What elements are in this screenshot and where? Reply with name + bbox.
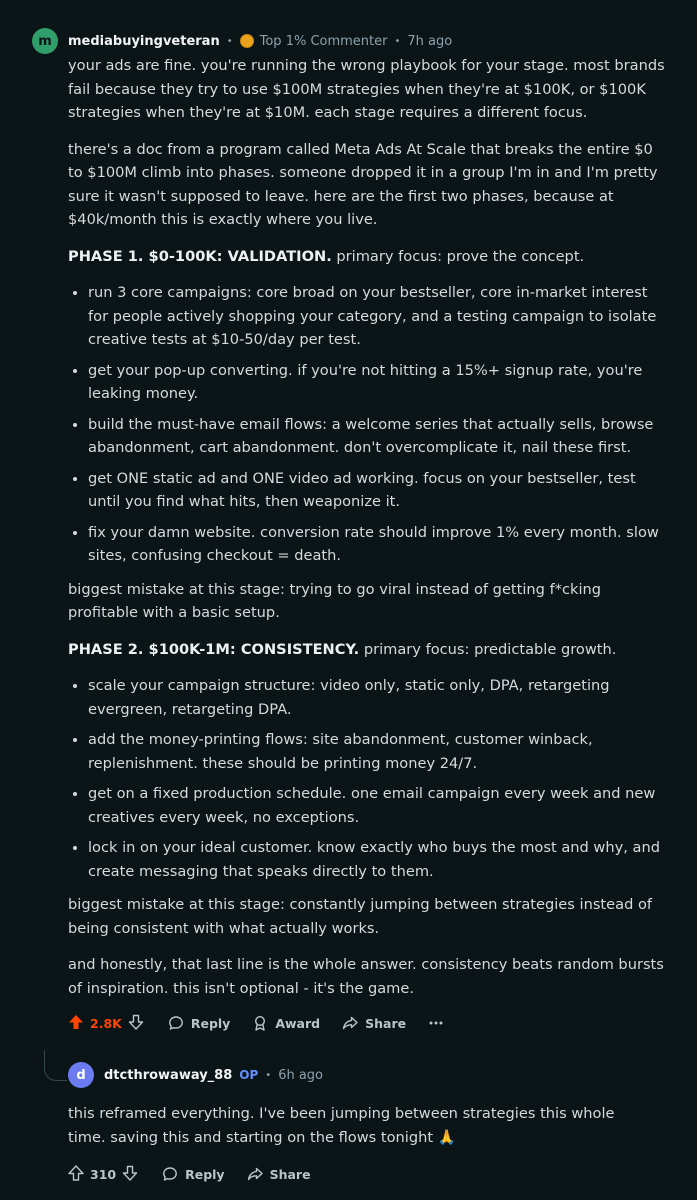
reply-button[interactable] xyxy=(168,1015,230,1031)
reply-label: Reply xyxy=(190,1015,231,1031)
timestamp[interactable]: 7h ago xyxy=(407,33,453,49)
flair-text: Top 1% Commenter xyxy=(259,33,388,49)
vote-control xyxy=(68,1165,138,1184)
list-item: • build the must-have email flows: a welcome series that actually sells, browse abandonment, cart abandonment. don't overcomplicate it, nail these first. xyxy=(88,413,667,460)
award-label: Award xyxy=(275,1015,321,1031)
avatar-letter: d xyxy=(76,1067,86,1083)
phase-1-list xyxy=(68,281,667,568)
list-item: • get your pop-up converting. if you're not hitting a 15%+ signup rate, you're leaking money. xyxy=(88,359,667,406)
list-item: • get ONE static ad and ONE video ad working. focus on your bestseller, test until you find what hits, then weaponize it. xyxy=(88,467,667,514)
downvote-icon[interactable] xyxy=(122,1165,138,1184)
username[interactable]: dtcthrowaway_88 xyxy=(104,1067,233,1083)
phase-1-title: PHASE 1. $0-100K: VALIDATION. xyxy=(68,247,332,265)
op-badge: OP xyxy=(239,1068,259,1082)
username[interactable]: mediabuyingveteran xyxy=(68,33,220,49)
timestamp[interactable]: 6h ago xyxy=(278,1067,324,1083)
paragraph: and honestly, that last line is the whole answer. consistency beats random bursts of inspiration. this isn't optional - it's the game. xyxy=(68,956,664,997)
more-dots-icon xyxy=(428,1015,444,1031)
comment-body xyxy=(68,1102,647,1149)
avatar-letter: m xyxy=(38,33,52,49)
list-item: • run 3 core campaigns: core broad on your bestseller, core in-market interest for people actively shopping your category, and a testing campaign to isolate creative tests at $10-50/day per test. xyxy=(88,281,667,352)
user-flair xyxy=(240,34,388,49)
reply-label: Reply xyxy=(185,1166,225,1182)
vote-count: 2.8K xyxy=(90,1015,122,1031)
avatar[interactable] xyxy=(68,1062,94,1088)
list-item: • add the money-printing flows: site abandonment, customer winback, replenishment. these should be printing money 24/7. xyxy=(88,728,667,775)
phase-1-focus: primary focus: prove the concept. xyxy=(331,247,585,265)
separator-dot: • xyxy=(226,35,233,47)
separator-dot: • xyxy=(265,1069,272,1081)
paragraph: your ads are fine. you're running the wrong playbook for your stage. most brands fail because they try to use $100M strategies when they're at $100K, or $100K strategies when they're at $10M. each stage requires a different focus. xyxy=(68,57,665,121)
share-label: Share xyxy=(269,1166,311,1182)
speech-bubble-icon xyxy=(168,1015,184,1031)
share-button[interactable] xyxy=(342,1015,406,1031)
phase-2-focus: primary focus: predictable growth. xyxy=(359,640,617,658)
separator-dot: • xyxy=(394,35,401,47)
share-arrow-icon xyxy=(342,1015,358,1031)
share-label: Share xyxy=(365,1015,407,1031)
comment-actions xyxy=(68,1161,677,1187)
comment-body xyxy=(68,54,667,1000)
phase-2-intro xyxy=(68,638,667,662)
award-icon xyxy=(252,1015,268,1031)
avatar[interactable] xyxy=(32,28,58,54)
list-item: • scale your campaign structure: video only, static only, DPA, retargeting evergreen, retargeting DPA. xyxy=(88,674,667,721)
comment-actions xyxy=(68,1010,697,1036)
comment-header xyxy=(68,1062,677,1088)
award-button[interactable] xyxy=(252,1015,320,1031)
vote-count: 310 xyxy=(90,1166,117,1182)
thread-connector-line[interactable] xyxy=(44,1050,67,1081)
speech-bubble-icon xyxy=(162,1166,178,1182)
paragraph: there's a doc from a program called Meta Ads At Scale that breaks the entire $0 to $100M climb into phases. someone dropped it in a group I'm in and I'm pretty sure it wasn't supposed to leave. here are the first two phases, because at $40k/month this is exactly where you live. xyxy=(68,140,658,228)
more-options-button[interactable] xyxy=(428,1015,451,1031)
list-item: • fix your damn website. conversion rate should improve 1% every month. slow sites, confusing checkout = death. xyxy=(88,521,667,568)
paragraph: this reframed everything. I've been jumping between strategies this whole time. saving this and starting on the flows tonight 🙏 xyxy=(68,1105,615,1146)
upvote-icon[interactable] xyxy=(68,1014,84,1033)
coin-icon xyxy=(240,34,254,48)
downvote-icon[interactable] xyxy=(128,1014,144,1033)
list-item: • get on a fixed production schedule. one email campaign every week and new creatives every week, no exceptions. xyxy=(88,782,667,829)
reply-comment xyxy=(68,1062,677,1187)
paragraph: biggest mistake at this stage: trying to go viral instead of getting f*cking profitable with a basic setup. xyxy=(68,580,602,621)
list-item: • lock in on your ideal customer. know exactly who buys the most and why, and create messaging that speaks directly to them. xyxy=(88,836,667,883)
comment-header xyxy=(32,28,697,54)
vote-control xyxy=(68,1014,144,1033)
phase-2-list xyxy=(68,674,667,883)
paragraph: biggest mistake at this stage: constantly jumping between strategies instead of being consistent with what actually works. xyxy=(68,896,653,937)
share-arrow-icon xyxy=(247,1166,263,1182)
phase-1-intro xyxy=(68,245,667,269)
share-button[interactable] xyxy=(247,1166,311,1182)
reply-button[interactable] xyxy=(162,1166,224,1182)
phase-2-title: PHASE 2. $100K-1M: CONSISTENCY. xyxy=(68,640,360,658)
upvote-icon[interactable] xyxy=(68,1165,84,1184)
